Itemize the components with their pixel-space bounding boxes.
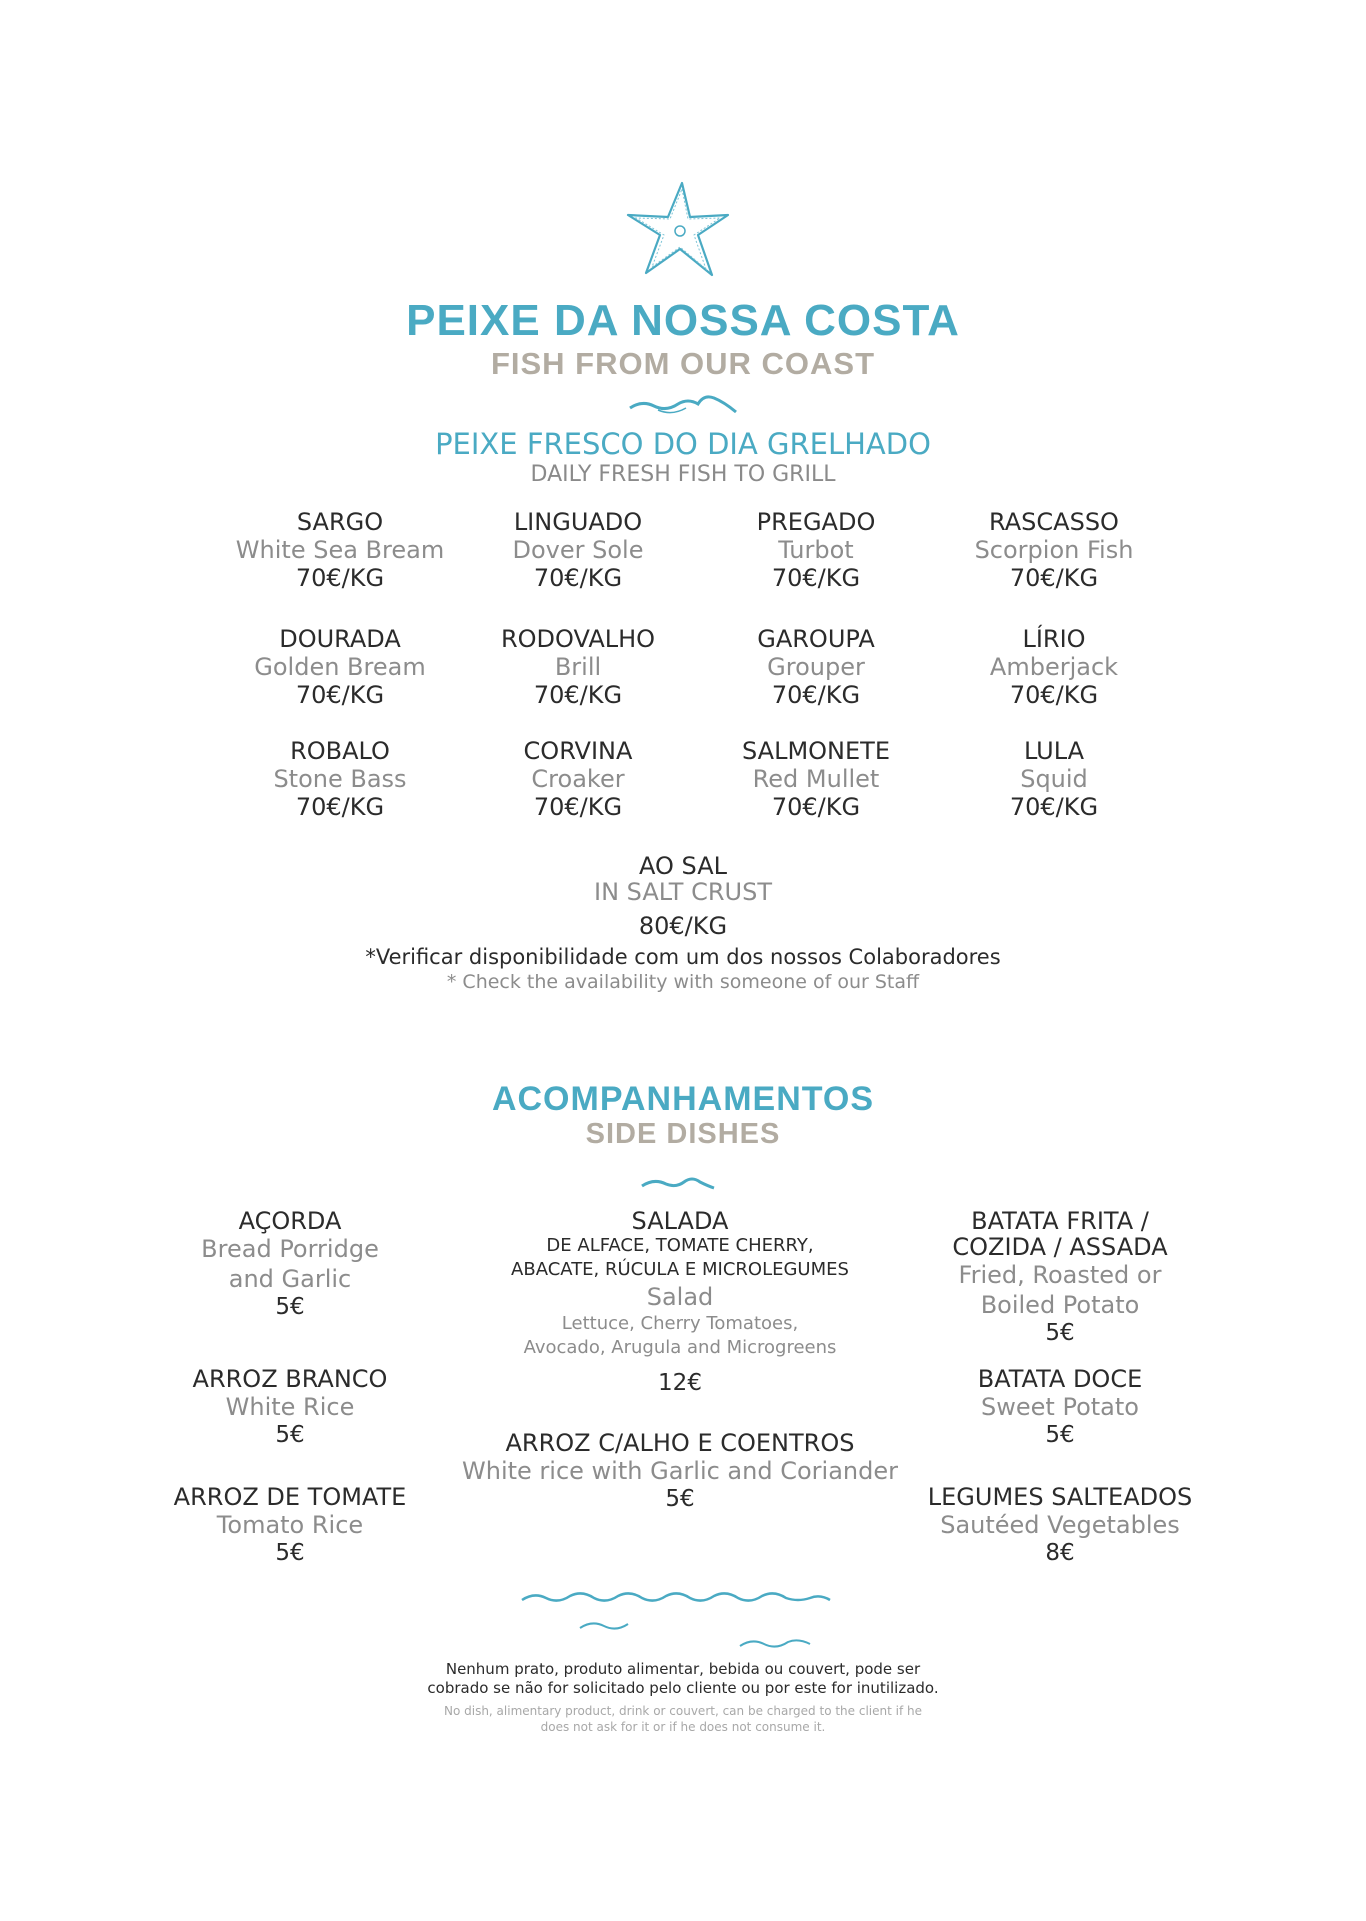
item-name: LINGUADO: [513, 508, 643, 536]
wave-divider: [628, 390, 738, 416]
item-price: 70€/KG: [295, 564, 385, 592]
menu-item: [458, 508, 698, 592]
dish-price: 5€: [275, 1294, 305, 1320]
item-price: 70€/KG: [295, 793, 385, 821]
availability-note: *Verificar disponibilidade com um dos nossos Colaboradores: [365, 945, 1001, 969]
menu-item: [220, 508, 460, 592]
item-name-en: Turbot: [778, 536, 854, 564]
dish-price: 5€: [275, 1540, 305, 1566]
dish-price: 5€: [665, 1486, 695, 1512]
legal-note-en: [0, 1703, 1366, 1735]
dish-name: COZIDA / ASSADA: [952, 1233, 1168, 1261]
item-name: RODOVALHO: [500, 625, 656, 653]
side-dish: [920, 1366, 1200, 1448]
item-price: 70€/KG: [771, 681, 861, 709]
item-name: LULA: [1023, 737, 1085, 765]
sides-subtitle: SIDE DISHES: [585, 1118, 781, 1150]
section-heading: PEIXE FRESCO DO DIA GRELHADO: [435, 427, 931, 461]
dish-name-en: Fried, Roasted or: [958, 1261, 1162, 1289]
dish-name: AÇORDA: [238, 1207, 342, 1235]
item-price: 70€/KG: [1009, 793, 1099, 821]
wave-divider: [640, 1172, 716, 1192]
dish-name-en: Boiled Potato: [980, 1291, 1140, 1319]
legal-note-line: does not ask for it or if he does not consume it.: [540, 1720, 826, 1734]
dish-price: 12€: [658, 1370, 702, 1396]
dish-name: ARROZ BRANCO: [192, 1365, 388, 1393]
item-name-en: Brill: [554, 653, 602, 681]
legal-note-line: cobrado se não for solicitado pelo cliente ou por este for inutilizado.: [427, 1679, 939, 1697]
salt-crust-name: AO SAL: [639, 852, 727, 880]
menu-item: [934, 737, 1174, 821]
item-name: ROBALO: [290, 737, 390, 765]
sides-title: ACOMPANHAMENTOS: [491, 1080, 875, 1118]
legal-note: [0, 1660, 1366, 1698]
dish-name: BATATA FRITA /: [971, 1207, 1149, 1235]
item-name-en: White Sea Bream: [235, 536, 445, 564]
side-dish: [460, 1208, 900, 1396]
item-name-en: Stone Bass: [273, 765, 407, 793]
item-price: 70€/KG: [533, 793, 623, 821]
salt-crust-name-en: IN SALT CRUST: [593, 878, 772, 906]
starfish-icon: [620, 175, 740, 285]
item-name-en: Grouper: [767, 653, 865, 681]
dish-description: DE ALFACE, TOMATE CHERRY,: [546, 1235, 814, 1256]
item-price: 70€/KG: [1009, 564, 1099, 592]
dish-name: ARROZ DE TOMATE: [173, 1483, 407, 1511]
menu-item: [458, 625, 698, 709]
item-price: 70€/KG: [295, 681, 385, 709]
dish-name: BATATA DOCE: [977, 1365, 1143, 1393]
dish-name-en: and Garlic: [228, 1265, 352, 1293]
menu-item: [696, 625, 936, 709]
item-name: CORVINA: [523, 737, 633, 765]
dish-price: 5€: [1045, 1422, 1075, 1448]
menu-item: [220, 625, 460, 709]
dish-name: ARROZ C/ALHO E COENTROS: [505, 1429, 855, 1457]
item-name: GAROUPA: [757, 625, 875, 653]
menu-item: [934, 508, 1174, 592]
dish-name-en: Sweet Potato: [981, 1393, 1139, 1421]
item-name: LÍRIO: [1022, 625, 1086, 653]
dish-name-en: White Rice: [225, 1393, 355, 1421]
dish-price: 5€: [1045, 1320, 1075, 1346]
item-name-en: Red Mullet: [752, 765, 880, 793]
menu-item: [458, 737, 698, 821]
waves-decoration: [520, 1580, 850, 1660]
item-price: 70€/KG: [1009, 681, 1099, 709]
menu-item: [220, 737, 460, 821]
item-price: 70€/KG: [771, 564, 861, 592]
salt-crust-price: 80€/KG: [638, 912, 728, 940]
dish-name-en: Bread Porridge: [201, 1235, 379, 1263]
dish-name-en: Salad: [646, 1283, 714, 1311]
item-name-en: Squid: [1020, 765, 1088, 793]
side-dish: [160, 1208, 420, 1320]
item-name-en: Croaker: [531, 765, 625, 793]
menu-item: [696, 737, 936, 821]
item-name-en: Scorpion Fish: [974, 536, 1134, 564]
item-name-en: Dover Sole: [512, 536, 644, 564]
dish-name-en: White rice with Garlic and Coriander: [462, 1457, 898, 1485]
side-dish: [440, 1430, 920, 1512]
item-price: 70€/KG: [771, 793, 861, 821]
dish-description: ABACATE, RÚCULA E MICROLEGUMES: [511, 1259, 849, 1280]
dish-price: 5€: [275, 1422, 305, 1448]
dish-name-en: Sautéed Vegetables: [940, 1511, 1180, 1539]
item-name: SARGO: [296, 508, 384, 536]
dish-name-en: Tomato Rice: [216, 1511, 364, 1539]
side-dish: [160, 1484, 420, 1566]
page-title: PEIXE DA NOSSA COSTA: [406, 296, 960, 345]
dish-name: LEGUMES SALTEADOS: [927, 1483, 1193, 1511]
dish-price: 8€: [1045, 1540, 1075, 1566]
section-heading-en: DAILY FRESH FISH TO GRILL: [530, 462, 836, 487]
item-price: 70€/KG: [533, 681, 623, 709]
item-name: PREGADO: [756, 508, 876, 536]
item-name-en: Amberjack: [989, 653, 1119, 681]
dish-description-en: Lettuce, Cherry Tomatoes,: [561, 1313, 799, 1334]
page-subtitle: FISH FROM OUR COAST: [490, 346, 876, 381]
side-dish: [920, 1484, 1200, 1566]
menu-item: [696, 508, 936, 592]
item-name-en: Golden Bream: [254, 653, 426, 681]
item-name: SALMONETE: [741, 737, 890, 765]
legal-note-line: Nenhum prato, produto alimentar, bebida ou couvert, pode ser: [445, 1660, 921, 1678]
item-name: RASCASSO: [989, 508, 1119, 536]
item-price: 70€/KG: [533, 564, 623, 592]
side-dish: [920, 1208, 1200, 1346]
item-name: DOURADA: [279, 625, 401, 653]
availability-note-en: * Check the availability with someone of our Staff: [446, 971, 920, 993]
legal-note-line: No dish, alimentary product, drink or couvert, can be charged to the client if he: [443, 1704, 922, 1718]
side-dish: [160, 1366, 420, 1448]
dish-name: SALADA: [631, 1207, 729, 1235]
dish-description-en: Avocado, Arugula and Microgreens: [523, 1337, 837, 1358]
menu-item: [934, 625, 1174, 709]
